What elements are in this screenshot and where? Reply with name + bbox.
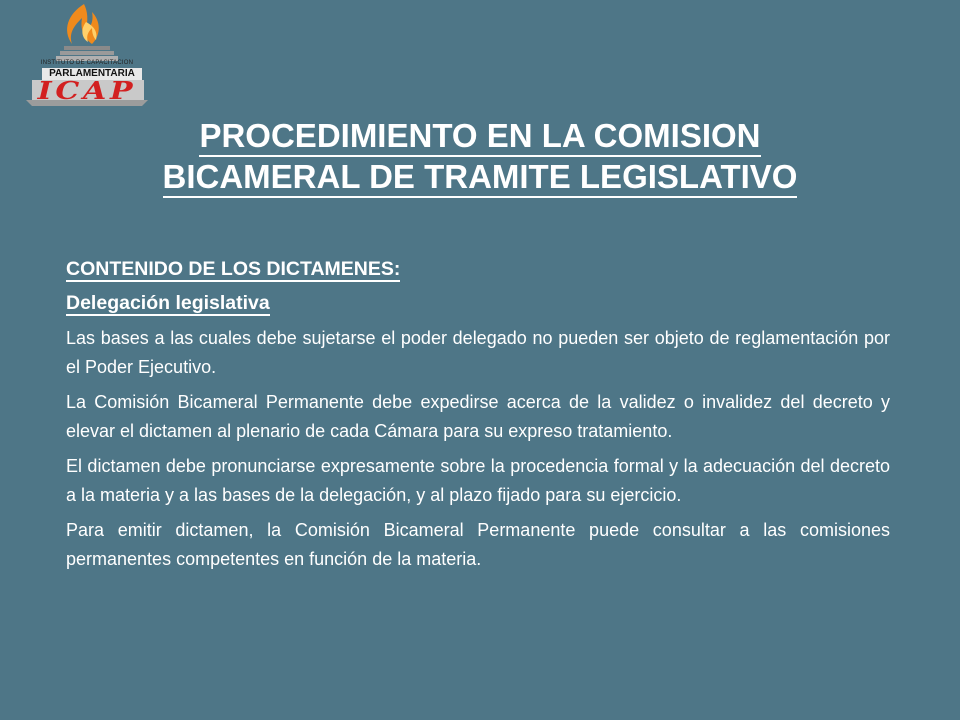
section-heading-text: CONTENIDO DE LOS DICTAMENES: <box>66 258 401 280</box>
paragraph: El dictamen debe pronunciarse expresamente sobre la procedencia formal y la adecuación del decreto a la materia y a las bases de la delegación, y al plazo fijado para su ejercicio. <box>66 456 890 505</box>
logo-parlamentaria-text: PARLAMENTARIA <box>42 68 142 80</box>
section-subheading-text: Delegación legislativa <box>66 292 270 314</box>
icap-logo <box>22 0 152 106</box>
section-subheading <box>66 290 890 316</box>
paragraph: Para emitir dictamen, la Comisión Bicameral Permanente puede consultar a las comisiones permanentes competentes en función de la materia. <box>66 520 890 569</box>
logo-institute-text: INSTITUTO DE CAPACITACION <box>40 60 134 66</box>
slide-title-line-2: BICAMERAL DE TRAMITE LEGISLATIVO <box>163 158 798 198</box>
slide-title <box>60 116 900 198</box>
slide-title-line-1: PROCEDIMIENTO EN LA COMISION <box>199 117 760 157</box>
paragraph: La Comisión Bicameral Permanente debe expedirse acerca de la validez o invalidez del decreto y elevar el dictamen al plenario de cada Cámara para su expreso tratamiento. <box>66 392 890 441</box>
slide-content <box>66 256 890 580</box>
logo-acronym: ICAP <box>37 76 137 105</box>
section-heading <box>66 256 890 282</box>
paragraph: Las bases a las cuales debe sujetarse el poder delegado no pueden ser objeto de reglamentación por el Poder Ejecutivo. <box>66 328 890 377</box>
